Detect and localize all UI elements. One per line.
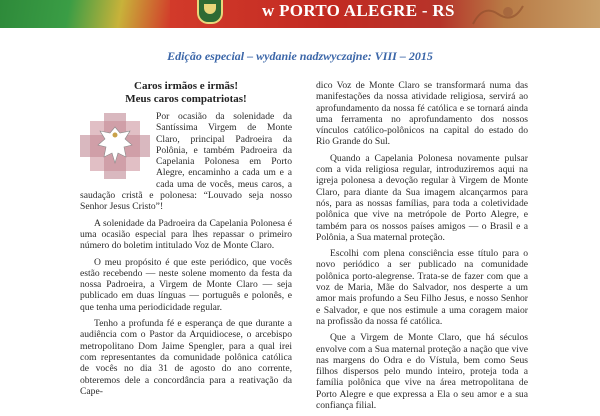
coat-of-arms-icon bbox=[197, 0, 223, 24]
left-paragraph-1: Por ocasião da solenidade da Santíssima Virgem de Monte Claro, principal Padroeira da Polônia, e também Padroeira da Capelania Polonesa em Porto Alegre, encaminho a cada um e a cada uma de vocês, meus caros, a saudação cristã e polonesa: “Louvado seja nosso Senhor Jesus Cristo”! bbox=[80, 111, 292, 213]
eagle-cross-icon bbox=[80, 113, 150, 179]
banner-title: w PORTO ALEGRE - RS bbox=[262, 1, 455, 20]
left-column bbox=[80, 80, 292, 402]
left-paragraph-2: A solenidade da Padroeira da Capelania Polonesa é uma ocasião especial para lhes repassar o primeiro número do boletim intitulado Voz de Monte Claro. bbox=[80, 217, 292, 252]
banner-decoration-icon bbox=[468, 2, 528, 26]
greeting-line-1: Caros irmãos e irmãs! bbox=[134, 80, 238, 92]
right-column bbox=[316, 80, 528, 416]
left-paragraph-3: O meu propósito é que este periódico, que vocês estão recebendo — neste solene momento da festa da nossa Padroeira, a Virgem de Monte Claro — seja publicado em duas línguas — português e polonês, e que tenha uma periodicidade regular. bbox=[80, 256, 292, 313]
header-banner bbox=[0, 0, 600, 28]
greeting-line-2: Meus caros compatriotas! bbox=[125, 92, 247, 105]
crest-inner bbox=[204, 4, 216, 14]
banner-flag-gradient-left bbox=[0, 0, 170, 28]
left-paragraph-4: Tenho a profunda fé e esperança de que durante a audiência com o Pastor da Arquidiocese, o arcebispo metropolitano Dom Jaime Spengler, para a qual irei com representantes da comunidade polônica católica de vocês no dia 31 de agosto do ano corrente, obteremos dele a concordância para a reativação da Cape- bbox=[80, 318, 292, 397]
right-paragraph-4: Que a Virgem de Monte Claro, que há séculos envolve com a Sua maternal proteção a nação que vive nas margens do Odra e do Vístula, bem como Seus filhos dispersos pelo mundo inteiro, proteja toda a família polônica que vive na área metropolitana de Porto Alegre e que expressa a Ela o seu amor e a sua confiança filial. bbox=[316, 332, 528, 412]
right-paragraph-1: dico Voz de Monte Claro se transformará numa das manifestações da nossa atividade religiosa, servirá ao aprofundamento da nossa fé católica e se tornará ainda uma ferramenta no aprofundamento dos nossos vínculos católico-polônicos na capital do estado do Rio Grande do Sul. bbox=[316, 80, 528, 148]
right-paragraph-3: Escolhi com plena consciência esse título para o novo periódico a ser publicado na comunidade polônica porto-alegrense. Trata-se de fazer com que a voz de Maria, Mãe do Salvador, nos desperte a um amor mais profundo a Seu Filho Jesus, e nosso Senhor e Salvador, e que nos estimule a uma coragem maior na profissão da nossa fé católica. bbox=[316, 248, 528, 327]
polish-eagle-cross-emblem-icon bbox=[80, 113, 150, 179]
edition-line: Edição especial – wydanie nadzwyczajne: VIII – 2015 bbox=[167, 49, 433, 63]
right-paragraph-2: Quando a Capelania Polonesa novamente pulsar com a vida religiosa regular, introduziremos aqui na igreja polonesa a devoção regular à Virgem de Monte Claro, para diante da Sua imagem alcançarmos para nós, para as nossas famílias, para toda a coletividade polônica que vive na metrópole de Porto Alegre, e também para os nossos países amigos — o Brasil e a Polônia, a Sua maternal proteção. bbox=[316, 152, 528, 243]
